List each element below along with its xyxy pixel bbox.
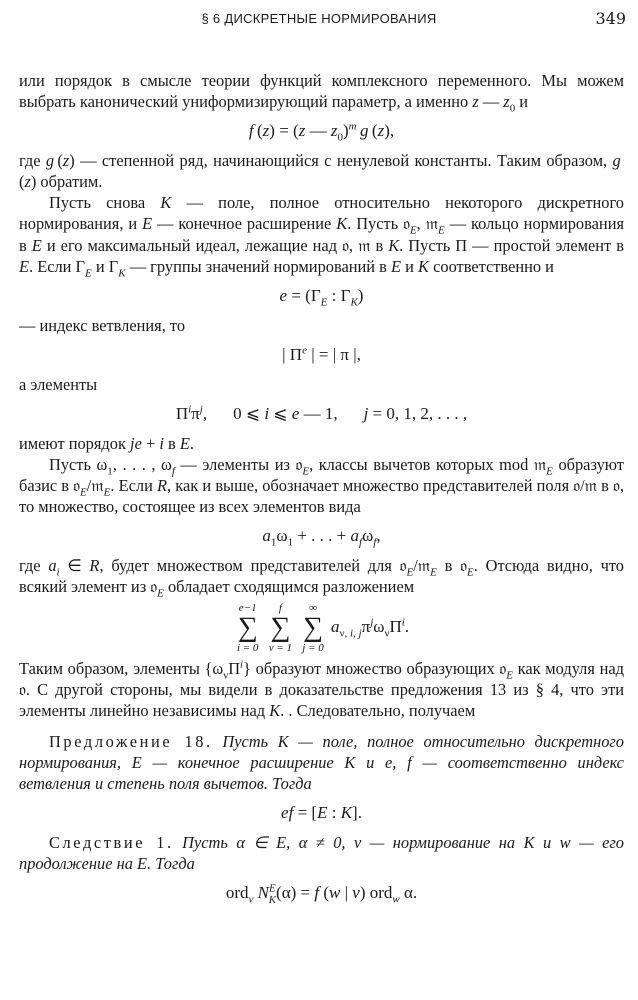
paragraph-2: где g (z) — степенной ряд, начинающийся с ненулевой константы. Таким образом, g (z) обратим.	[19, 151, 624, 192]
formula-ef: ef = [E : K].	[281, 803, 362, 823]
paragraph-1: или порядок в смысле теории функций комплексного переменного. Мы можем выбрать канонический униформизирующий параметр, а именно z — $z_0$ и	[19, 71, 624, 115]
paragraph-3: Пусть снова K — поле, полное относительно некоторого дискретного нормирования, и E — конечное расширение K. Пусть 𝔬$_E$, 𝔪$_E$ — кольцо нормирования в E и его максимальный идеал, лежащие над 𝔬, 𝔪 в K. Пусть П — простой элемент в E. Если $\Gamma_E$ и $\Gamma_K$ — группы значений нормирований в E и K соответственно и	[19, 193, 624, 279]
formula-ord: ord$_v$ $N^E_K(\alpha) = f$ (w | v) ord$_w$ α.	[225, 882, 418, 906]
running-head: § 6 ДИСКРЕТНЫЕ НОРМИРОВАНИЯ	[201, 11, 437, 26]
paragraph-5: а элементы	[19, 374, 98, 394]
page-body	[19, 70, 624, 912]
formula-expansion: e−1 ∑ i = 0 f ∑ ν = 1 ∞ ∑ j = 0 $a_{\nu, i, j}\pi^j\omega_\nu\Pi^i$.	[236, 601, 410, 654]
formula-f-z: f (z) = (z — $z_0)^m$ g (z),	[248, 120, 395, 144]
paragraph-9: Таким образом, элементы $\{\omega_\nu\Pi^i\}$ образуют множество образующих 𝔬$_E$ как модуля над 𝔬. С другой стороны, мы видели в доказательстве предложения 13 из § 4, что эти элементы линейно независимы над K. . Следовательно, получаем	[19, 658, 624, 720]
paragraph-8: где $a_i$ ∈ R, будет множеством представителей для 𝔬$_E$/𝔪$_E$ в 𝔬$_E$. Отсюда видно, что всякий элемент из 𝔬$_E$ обладает сходящимся разложением	[19, 556, 624, 600]
formula-sum: $a_1\omega_1$ + . . . + $a_f\omega_f$,	[262, 526, 381, 549]
page-number: 349	[595, 9, 626, 28]
proposition-18: Предложение 18. Пусть K — поле, полное относительно дискретного нормирования, E — конечное расширение K и e, f — соответственно индекс ветвления и степень поля вычетов. Тогда	[19, 731, 624, 793]
paragraph-4: — индекс ветвления, то	[19, 315, 186, 335]
corollary-1: Следствие 1. Пусть α ∈ E, α ≠ 0, v — нормирование на K и w — его продолжение на E. Тогда	[19, 833, 624, 874]
page-header	[0, 8, 638, 32]
paragraph-6: имеют порядок je + i в E.	[19, 433, 194, 453]
formula-ramification: $e = (\Gamma_E$ : $\Gamma_K$)	[279, 285, 364, 309]
formula-abs: | $\Pi^e$ | = | π |,	[282, 344, 361, 364]
paragraph-7: Пусть $\omega_1$, . . . , $\omega_f$ — элементы из 𝔬$_E$, классы вычетов которых mod 𝔪$_E$ образуют базис в 𝔬$_E$/𝔪$_E$. Если R, как и выше, обозначает множество представителей поля 𝔬/𝔪 в 𝔬, то множество, состоящее из всех элементов вида	[19, 455, 624, 517]
formula-elements: $\Pi^i\pi^j$, 0 ⩽ i ⩽ e — 1, j = 0, 1, 2, . . . ,	[175, 403, 468, 423]
